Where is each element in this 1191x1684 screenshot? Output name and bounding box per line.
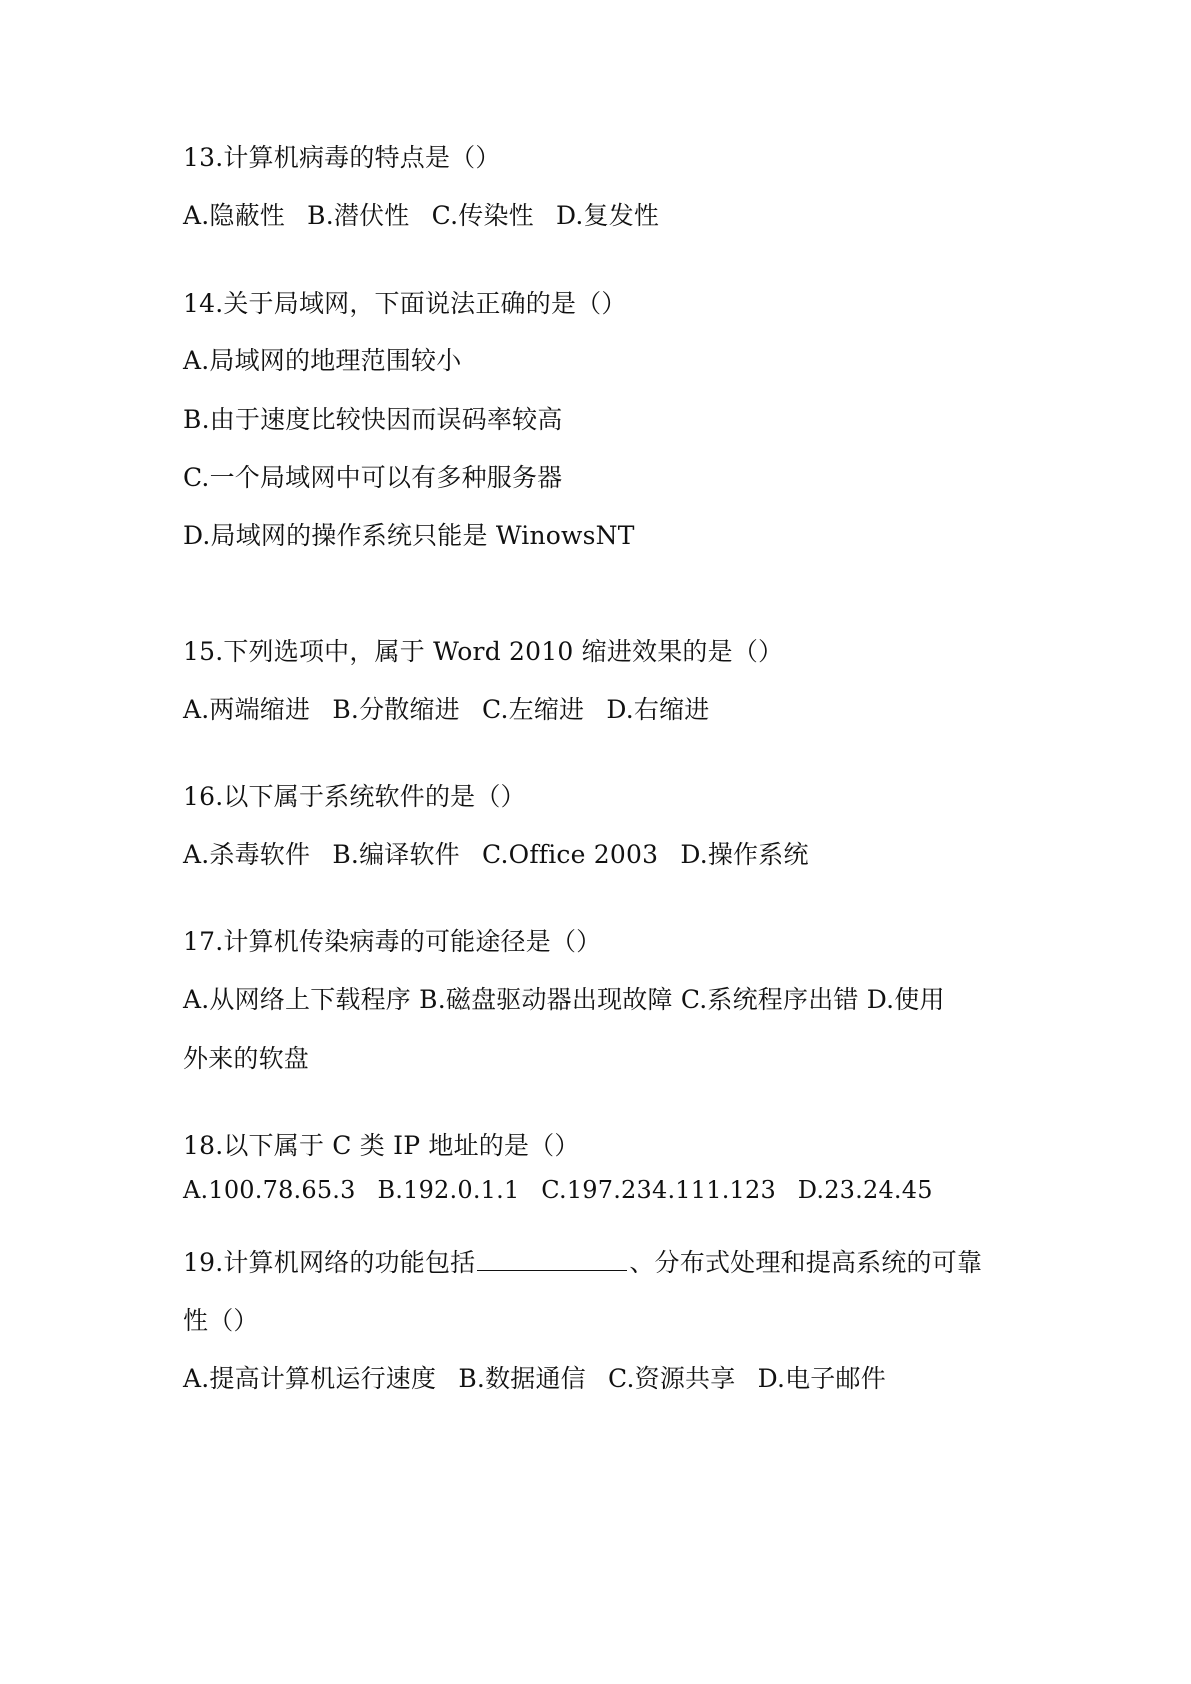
question-16-option-a: A.杀毒软件: [183, 840, 311, 869]
question-14-option-c: C.一个局域网中可以有多种服务器: [183, 463, 563, 492]
question-18-option-a: A.100.78.65.3: [183, 1176, 356, 1204]
question-15-option-d: D.右缩进: [606, 695, 710, 724]
question-18-stem: 18.以下属于 C 类 IP 地址的是（）: [183, 1131, 580, 1160]
question-17-options-line1: A.从网络上下载程序 B.磁盘驱动器出现故障 C.系统程序出错 D.使用: [183, 985, 945, 1014]
question-18-option-d: D.23.24.45: [797, 1176, 933, 1204]
question-15-option-b: B.分散缩进: [332, 695, 460, 724]
question-19-option-a: A.提高计算机运行速度: [183, 1364, 437, 1393]
question-19-option-c: C.资源共享: [608, 1364, 736, 1393]
question-16-option-d: D.操作系统: [680, 840, 809, 869]
question-18-option-c: C.197.234.111.123: [541, 1176, 776, 1204]
question-13-option-b: B.潜伏性: [307, 201, 410, 230]
question-14-option-a: A.局域网的地理范围较小: [183, 346, 462, 375]
question-16-options: [183, 840, 809, 870]
question-13-stem: 13.计算机病毒的特点是（）: [183, 143, 501, 172]
question-16-option-b: B.编译软件: [332, 840, 460, 869]
question-18-option-b: B.192.0.1.1: [377, 1176, 520, 1204]
question-15-option-a: A.两端缩进: [183, 695, 311, 724]
question-19-option-b: B.数据通信: [458, 1364, 586, 1393]
question-15-options: [183, 695, 710, 725]
answer-blank: [477, 1248, 627, 1271]
question-19-options: [183, 1364, 886, 1394]
question-18-options: [183, 1175, 933, 1205]
question-16-stem: 16.以下属于系统软件的是（）: [183, 782, 526, 811]
question-19-stem-part2: 、分布式处理和提高系统的可靠: [629, 1248, 983, 1277]
question-14-stem: 14.关于局域网，下面说法正确的是（）: [183, 289, 627, 318]
question-15-stem: 15.下列选项中，属于 Word 2010 缩进效果的是（）: [183, 637, 784, 666]
question-14-option-d: D.局域网的操作系统只能是 WinowsNT: [183, 521, 635, 550]
question-17-stem: 17.计算机传染病毒的可能途径是（）: [183, 927, 602, 956]
question-13-option-a: A.隐蔽性: [183, 201, 286, 230]
question-19-option-d: D.电子邮件: [757, 1364, 886, 1393]
question-14-option-b: B.由于速度比较快因而误码率较高: [183, 405, 563, 434]
question-17-options-line2: 外来的软盘: [183, 1044, 310, 1073]
question-15-option-c: C.左缩进: [482, 695, 585, 724]
question-13-options: [183, 201, 659, 231]
question-13-option-d: D.复发性: [556, 201, 660, 230]
question-19-stem-part1: 19.计算机网络的功能包括: [183, 1248, 476, 1277]
question-13-option-c: C.传染性: [431, 201, 534, 230]
question-16-option-c: C.Office 2003: [482, 840, 659, 869]
question-19-stem: [183, 1248, 982, 1278]
question-19-stem-line2: 性（）: [183, 1306, 259, 1335]
